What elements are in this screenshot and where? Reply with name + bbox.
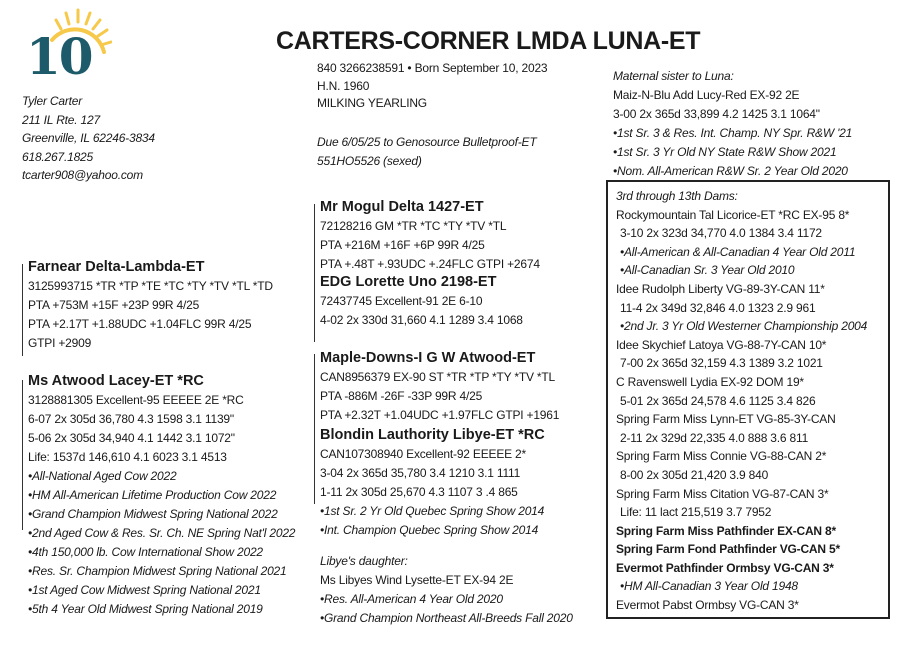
dam-sire-line: CAN8956379 EX-90 ST *TR *TP *TY *TV *TL bbox=[320, 370, 555, 384]
pedigree-bracket-sire-sire bbox=[314, 204, 315, 342]
owner-city: Greenville, IL 62246-3834 bbox=[22, 131, 155, 146]
dam-line: 3128881305 Excellent-95 EEEEE 2E *RC bbox=[28, 393, 244, 407]
due-line: Due 6/05/25 to Genosource Bulletproof-ET bbox=[317, 135, 537, 149]
sire-sire-line: PTA +216M +16F +6P 99R 4/25 bbox=[320, 238, 485, 252]
dam-honor: •1st Aged Cow Midwest Spring National 2021 bbox=[28, 583, 261, 597]
maternal-sister-honor: •Nom. All-American R&W Sr. 2 Year Old 2020 bbox=[613, 164, 848, 178]
sire-name: Farnear Delta-Lambda-ET bbox=[28, 259, 205, 275]
page-title: CARTERS-CORNER LMDA LUNA-ET bbox=[276, 27, 701, 55]
maternal-sister-name: Maiz-N-Blu Add Lucy-Red EX-92 2E bbox=[613, 88, 800, 102]
dam-sire-line: PTA -886M -26F -33P 99R 4/25 bbox=[320, 389, 483, 403]
pedigree-bracket-dam-sire bbox=[314, 354, 315, 504]
dam-name: Evermot Pathfinder Ormbsy VG-CAN 3* bbox=[616, 560, 834, 575]
due-line: 551HO5526 (sexed) bbox=[317, 154, 422, 168]
dam-honor: •2nd Jr. 3 Yr Old Westerner Championship 2004 bbox=[620, 319, 868, 334]
registration-line: 840 3266238591 • Born September 10, 2023 bbox=[317, 61, 548, 75]
registration-line: MILKING YEARLING bbox=[317, 96, 427, 110]
sire-block bbox=[28, 257, 273, 353]
libye-daughter-honor: •Res. All-American 4 Year Old 2020 bbox=[320, 592, 503, 606]
dams-list bbox=[616, 187, 867, 615]
dam-line: 5-06 2x 305d 34,940 4.1 1442 3.1 1072" bbox=[28, 431, 235, 445]
dam-record: 3-10 2x 323d 34,770 4.0 1384 3.4 1172 bbox=[620, 226, 822, 241]
dam-honor: •All-American & All-Canadian 4 Year Old 2011 bbox=[620, 244, 856, 259]
owner-email: tcarter908@yahoo.com bbox=[22, 168, 143, 183]
sire-dam-line: 72437745 Excellent-91 2E 6-10 bbox=[320, 294, 483, 308]
dam-record: 5-01 2x 365d 24,578 4.6 1125 3.4 826 bbox=[620, 393, 816, 408]
sire-sire-line: PTA +.48T +.93UDC +.24FLC GTPI +2674 bbox=[320, 257, 540, 271]
dam-honor: •2nd Aged Cow & Res. Sr. Ch. NE Spring Nat'l 2022 bbox=[28, 526, 296, 540]
dam-sire-name: Maple-Downs-I G W Atwood-ET bbox=[320, 350, 536, 366]
dam-name: Spring Farm Fond Pathfinder VG-CAN 5* bbox=[616, 542, 840, 557]
dam-record: 2-11 2x 329d 22,335 4.0 888 3.6 811 bbox=[620, 430, 809, 445]
dam-honor: •All-National Aged Cow 2022 bbox=[28, 469, 177, 483]
sire-sire-name: Mr Mogul Delta 1427-ET bbox=[320, 199, 484, 215]
dam-dam-honor: •Int. Champion Quebec Spring Show 2014 bbox=[320, 523, 539, 537]
dams-heading: 3rd through 13th Dams: bbox=[616, 189, 738, 203]
dam-name: Rockymountain Tal Licorice-ET *RC EX-95 8* bbox=[616, 207, 850, 222]
maternal-sister-heading: Maternal sister to Luna: bbox=[613, 69, 734, 83]
dam-honor: •5th 4 Year Old Midwest Spring National 2019 bbox=[28, 602, 263, 616]
dam-name: Spring Farm Miss Connie VG-88-CAN 2* bbox=[616, 449, 827, 464]
dam-sire-line: PTA +2.32T +1.04UDC +1.97FLC GTPI +1961 bbox=[320, 408, 560, 422]
dam-honor: •Grand Champion Midwest Spring National 2022 bbox=[28, 507, 278, 521]
dam-dam-line: CAN107308940 Excellent-92 EEEEE 2* bbox=[320, 447, 527, 461]
sire-line: 3125993715 *TR *TP *TE *TC *TY *TV *TL *TD bbox=[28, 279, 273, 293]
libye-daughter-heading: Libye's daughter: bbox=[320, 554, 408, 568]
sire-line: GTPI +2909 bbox=[28, 336, 92, 350]
lot-number: 10 bbox=[26, 27, 92, 86]
maternal-sister-honor: •1st Sr. 3 & Res. Int. Champ. NY Spr. R&W '21 bbox=[613, 126, 853, 140]
registration-line: H.N. 1960 bbox=[317, 78, 370, 93]
dam-record: 8-00 2x 305d 21,420 3.9 840 bbox=[620, 467, 769, 482]
maternal-sister-record: 3-00 2x 365d 33,899 4.2 1425 3.1 1064" bbox=[613, 107, 820, 121]
libye-daughter-block bbox=[320, 552, 573, 628]
dam-name: Spring Farm Miss Lynn-ET VG-85-3Y-CAN bbox=[616, 412, 836, 427]
dam-record: 11-4 2x 349d 32,846 4.0 1323 2.9 961 bbox=[620, 300, 816, 315]
dam-honor: •Res. Sr. Champion Midwest Spring National 2021 bbox=[28, 564, 287, 578]
dam-dam-line: 1-11 2x 305d 25,670 4.3 1107 3 .4 865 bbox=[320, 485, 518, 499]
dam-record: 7-00 2x 365d 32,159 4.3 1389 3.2 1021 bbox=[620, 356, 823, 371]
pedigree-bracket-sire bbox=[22, 264, 23, 356]
owner-block bbox=[22, 92, 155, 185]
dam-name: Spring Farm Miss Pathfinder EX-CAN 8* bbox=[616, 523, 836, 538]
dam-honor: •4th 150,000 lb. Cow International Show 2022 bbox=[28, 545, 263, 559]
dam-block bbox=[28, 371, 295, 619]
dam-dam-name: Blondin Lauthority Libye-ET *RC bbox=[320, 427, 545, 443]
sire-sire-block bbox=[320, 197, 540, 274]
dam-honor: •HM All-American Lifetime Production Cow 2022 bbox=[28, 488, 277, 502]
libye-daughter-honor: •Grand Champion Northeast All-Breeds Fall 2020 bbox=[320, 611, 573, 625]
dam-honor: •HM All-Canadian 3 Year Old 1948 bbox=[620, 579, 798, 594]
maternal-sister-block bbox=[613, 67, 852, 181]
dam-dam-line: 3-04 2x 365d 35,780 3.4 1210 3.1 1111 bbox=[320, 466, 521, 480]
owner-phone: 618.267.1825 bbox=[22, 149, 94, 164]
dam-line: Life: 1537d 146,610 4.1 6023 3.1 4513 bbox=[28, 450, 227, 464]
pedigree-bracket-dam bbox=[22, 380, 23, 530]
maternal-sister-honor: •1st Sr. 3 Yr Old NY State R&W Show 2021 bbox=[613, 145, 837, 159]
dam-dam-honor: •1st Sr. 2 Yr Old Quebec Spring Show 2014 bbox=[320, 504, 545, 518]
sire-dam-name: EDG Lorette Uno 2198-ET bbox=[320, 274, 497, 290]
due-block bbox=[317, 133, 536, 171]
dam-name: Idee Rudolph Liberty VG-89-3Y-CAN 11* bbox=[616, 281, 825, 296]
dam-name: Ms Atwood Lacey-ET *RC bbox=[28, 373, 204, 389]
sire-dam-block bbox=[320, 272, 523, 330]
dam-line: 6-07 2x 305d 36,780 4.3 1598 3.1 1139" bbox=[28, 412, 234, 426]
sire-line: PTA +2.17T +1.88UDC +1.04FLC 99R 4/25 bbox=[28, 317, 252, 331]
sire-sire-line: 72128216 GM *TR *TC *TY *TV *TL bbox=[320, 219, 507, 233]
dam-dam-block bbox=[320, 425, 545, 540]
owner-name: Tyler Carter bbox=[22, 94, 83, 108]
dam-record: Life: 11 lact 215,519 3.7 7952 bbox=[620, 505, 772, 520]
dam-name: Spring Farm Miss Citation VG-87-CAN 3* bbox=[616, 486, 829, 501]
dam-name: Evermot Pabst Ormbsy VG-CAN 3* bbox=[616, 598, 799, 613]
libye-daughter-name: Ms Libyes Wind Lysette-ET EX-94 2E bbox=[320, 573, 514, 587]
sire-line: PTA +753M +15F +23P 99R 4/25 bbox=[28, 298, 200, 312]
dam-name: C Ravenswell Lydia EX-92 DOM 19* bbox=[616, 374, 804, 389]
dam-sire-block bbox=[320, 348, 559, 425]
owner-street: 211 IL Rte. 127 bbox=[22, 112, 100, 127]
registration-block bbox=[317, 60, 547, 113]
dam-name: Idee Skychief Latoya VG-88-7Y-CAN 10* bbox=[616, 337, 827, 352]
sire-dam-line: 4-02 2x 330d 31,660 4.1 1289 3.4 1068 bbox=[320, 313, 523, 327]
dam-honor: •All-Canadian Sr. 3 Year Old 2010 bbox=[620, 263, 795, 278]
lot-badge bbox=[12, 8, 112, 88]
